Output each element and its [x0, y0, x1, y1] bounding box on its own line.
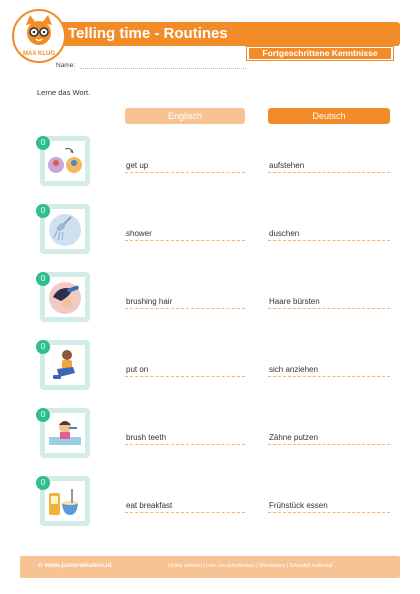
vocab-row: [0, 340, 420, 400]
english-word: brushing hair: [126, 297, 173, 306]
max-klug-logo: [12, 9, 66, 63]
answer-line: [125, 240, 245, 241]
answer-line: [268, 308, 390, 309]
level-badge: [246, 46, 394, 61]
column-header-english: Englisch: [125, 108, 245, 124]
counter-badge: 0: [36, 340, 50, 354]
english-word: put on: [126, 365, 149, 374]
english-word: brush teeth: [126, 433, 167, 442]
counter-badge: 0: [36, 408, 50, 422]
vocab-row: [0, 408, 420, 468]
english-word: eat breakfast: [126, 501, 173, 510]
footer-bar: [20, 556, 400, 578]
german-word: Haare bürsten: [269, 297, 320, 306]
answer-line: [125, 376, 245, 377]
counter-badge: 0: [36, 204, 50, 218]
instruction-text: Lerne das Wort.: [37, 88, 91, 97]
footer-site-link[interactable]: © www.junioreinstein.nl: [38, 562, 112, 569]
german-word: aufstehen: [269, 161, 305, 170]
logo-text: MAX KLUG: [23, 51, 55, 57]
brushing-hair-icon: [45, 277, 85, 317]
answer-line: [268, 172, 390, 173]
german-word: Zähne putzen: [269, 433, 318, 442]
counter-badge: 0: [36, 272, 50, 286]
answer-line: [268, 240, 390, 241]
eat-breakfast-icon: [45, 481, 85, 521]
footer-links[interactable]: Online oefenen | Leer- en oefenboeken | Werkbladen | Educatief materiaal: [168, 563, 333, 569]
name-field-line[interactable]: [80, 68, 246, 69]
worksheet-title: Telling time - Routines: [68, 25, 228, 42]
english-word: get up: [126, 161, 149, 170]
german-word: duschen: [269, 229, 300, 238]
answer-line: [268, 376, 390, 377]
german-word: Frühstück essen: [269, 501, 328, 510]
column-header-german: Deutsch: [268, 108, 390, 124]
shower-icon: [45, 209, 85, 249]
answer-line: [268, 512, 390, 513]
vocab-row: [0, 204, 420, 264]
counter-badge: 0: [36, 476, 50, 490]
get-up-icon: [45, 141, 85, 181]
answer-line: [125, 512, 245, 513]
vocab-row: [0, 476, 420, 536]
answer-line: [268, 444, 390, 445]
answer-line: [125, 444, 245, 445]
level-badge-label: Fortgeschrittene Kenntnisse: [249, 48, 391, 59]
brush-teeth-icon: [45, 413, 85, 453]
vocab-row: [0, 136, 420, 196]
english-word: shower: [126, 229, 152, 238]
put-on-icon: [45, 345, 85, 385]
german-word: sich anziehen: [269, 365, 318, 374]
name-label: Name:: [56, 62, 76, 69]
counter-badge: 0: [36, 136, 50, 150]
vocab-row: [0, 272, 420, 332]
answer-line: [125, 308, 245, 309]
answer-line: [125, 172, 245, 173]
